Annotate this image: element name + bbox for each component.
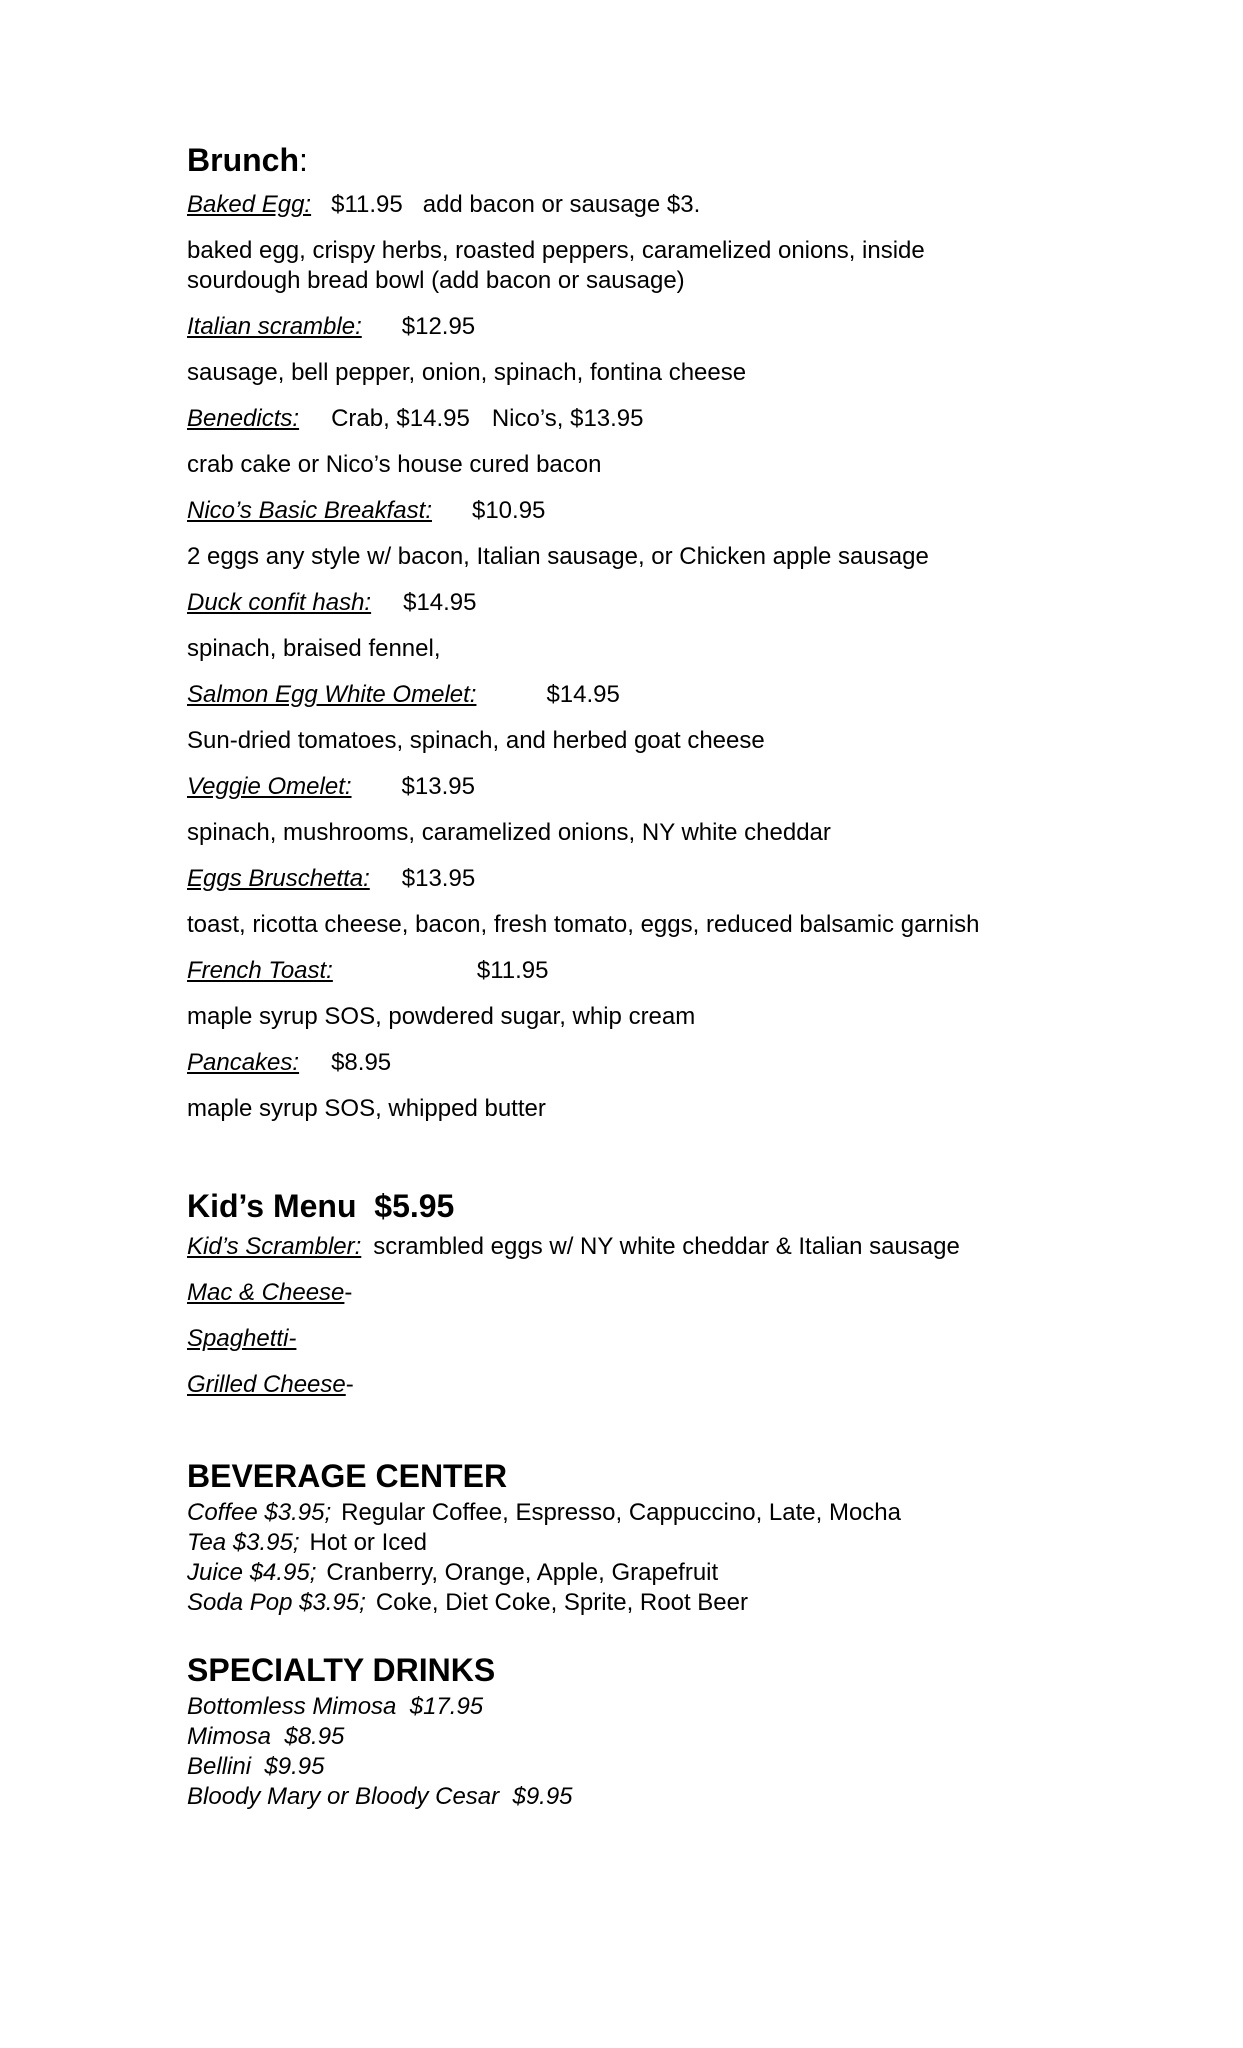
item-description: toast, ricotta cheese, bacon, fresh tomato, eggs, reduced balsamic garnish xyxy=(187,911,980,938)
beverage-description: Cranberry, Orange, Apple, Grapefruit xyxy=(326,1559,719,1586)
item-suffix: - xyxy=(344,1279,353,1306)
item-name: Italian scramble: xyxy=(187,313,362,340)
item-price: $14.95 xyxy=(403,589,477,616)
item-name: Duck confit hash: xyxy=(187,589,372,616)
specialty-item: Bellini $9.95 xyxy=(187,1753,325,1780)
item-suffix: - xyxy=(345,1371,354,1398)
kids-item-grilled-cheese xyxy=(187,1370,1107,1400)
brunch-item-eggs-bruschetta xyxy=(187,864,1107,894)
beverage-item-juice xyxy=(187,1558,1107,1588)
item-description: sausage, bell pepper, onion, spinach, fontina cheese xyxy=(187,359,747,386)
specialty-item: Mimosa $8.95 xyxy=(187,1723,345,1750)
kids-item-mac-cheese xyxy=(187,1278,1107,1308)
brunch-item-salmon-omelet xyxy=(187,680,1107,710)
brunch-item-veggie-omelet xyxy=(187,772,1107,802)
item-name: French Toast: xyxy=(187,957,333,984)
beverage-name: Coffee $3.95; xyxy=(187,1499,332,1526)
item-name: Benedicts: xyxy=(187,405,300,432)
item-name: Veggie Omelet: xyxy=(187,773,352,800)
item-price: $13.95 xyxy=(401,865,476,892)
beverage-item-soda xyxy=(187,1588,1107,1618)
item-description: scrambled eggs w/ NY white cheddar & Italian sausage xyxy=(373,1233,960,1260)
brunch-item-benedicts xyxy=(187,404,1107,434)
item-price: $13.95 xyxy=(401,773,475,800)
item-name: Baked Egg: xyxy=(187,191,312,218)
brunch-item-duck-confit-hash xyxy=(187,588,1107,618)
beverage-title: BEVERAGE CENTER xyxy=(187,1458,508,1494)
brunch-item-baked-egg xyxy=(187,190,1107,220)
item-description: spinach, braised fennel, xyxy=(187,635,441,662)
item-price: $14.95 xyxy=(546,681,620,708)
kids-item-spaghetti xyxy=(187,1324,1107,1354)
item-price: $10.95 xyxy=(471,497,546,524)
item-description: maple syrup SOS, whipped butter xyxy=(187,1095,546,1122)
item-description: maple syrup SOS, powdered sugar, whip cream xyxy=(187,1003,696,1030)
item-description: 2 eggs any style w/ bacon, Italian sausage, or Chicken apple sausage xyxy=(187,543,929,570)
menu-content xyxy=(187,140,1107,1812)
brunch-title xyxy=(187,140,1107,180)
beverage-section xyxy=(187,1456,1107,1618)
item-extra: add bacon or sausage $3. xyxy=(422,191,701,218)
item-name: Nico’s Basic Breakfast: xyxy=(187,497,432,524)
beverage-description: Hot or Iced xyxy=(309,1529,427,1556)
item-description: Sun-dried tomatoes, spinach, and herbed goat cheese xyxy=(187,727,765,754)
item-extra: Nico’s, $13.95 xyxy=(491,405,644,432)
item-price: Crab, $14.95 xyxy=(331,405,470,432)
brunch-item-french-toast xyxy=(187,956,1107,986)
item-name: Mac & Cheese xyxy=(187,1279,345,1306)
item-description: crab cake or Nico’s house cured bacon xyxy=(187,451,602,478)
item-price: $12.95 xyxy=(401,313,476,340)
item-description: spinach, mushrooms, caramelized onions, NY white cheddar xyxy=(187,819,831,846)
brunch-item-basic-breakfast xyxy=(187,496,1107,526)
kids-section xyxy=(187,1186,1107,1400)
specialty-item: Bottomless Mimosa $17.95 xyxy=(187,1693,484,1720)
beverage-item-tea xyxy=(187,1528,1107,1558)
item-name: Kid’s Scrambler: xyxy=(187,1233,362,1260)
brunch-title-colon: : xyxy=(299,142,308,178)
beverage-item-coffee xyxy=(187,1498,1107,1528)
specialty-section xyxy=(187,1650,1107,1812)
item-description: baked egg, crispy herbs, roasted peppers, caramelized onions, inside sourdough bread bowl (add bacon or sausage) xyxy=(187,237,925,294)
item-name: Salmon Egg White Omelet: xyxy=(187,681,477,708)
item-name: Eggs Bruschetta: xyxy=(187,865,370,892)
item-name: Spaghetti- xyxy=(187,1325,297,1352)
beverage-description: Regular Coffee, Espresso, Cappuccino, Late, Mocha xyxy=(341,1499,901,1526)
brunch-section xyxy=(187,140,1107,1124)
specialty-item: Bloody Mary or Bloody Cesar $9.95 xyxy=(187,1783,573,1810)
item-price: $11.95 xyxy=(331,191,403,218)
specialty-title: SPECIALTY DRINKS xyxy=(187,1652,496,1688)
beverage-name: Tea $3.95; xyxy=(187,1529,300,1556)
item-name: Pancakes: xyxy=(187,1049,300,1076)
beverage-description: Coke, Diet Coke, Sprite, Root Beer xyxy=(375,1589,748,1616)
item-name: Grilled Cheese xyxy=(187,1371,346,1398)
beverage-name: Juice $4.95; xyxy=(187,1559,317,1586)
brunch-title-text: Brunch xyxy=(187,142,299,178)
item-price: $8.95 xyxy=(331,1049,392,1076)
brunch-item-pancakes xyxy=(187,1048,1107,1078)
kids-item-scrambler xyxy=(187,1232,1107,1262)
beverage-name: Soda Pop $3.95; xyxy=(187,1589,366,1616)
item-price: $11.95 xyxy=(476,957,549,984)
kids-title: Kid’s Menu $5.95 xyxy=(187,1188,455,1224)
brunch-item-italian-scramble xyxy=(187,312,1107,342)
